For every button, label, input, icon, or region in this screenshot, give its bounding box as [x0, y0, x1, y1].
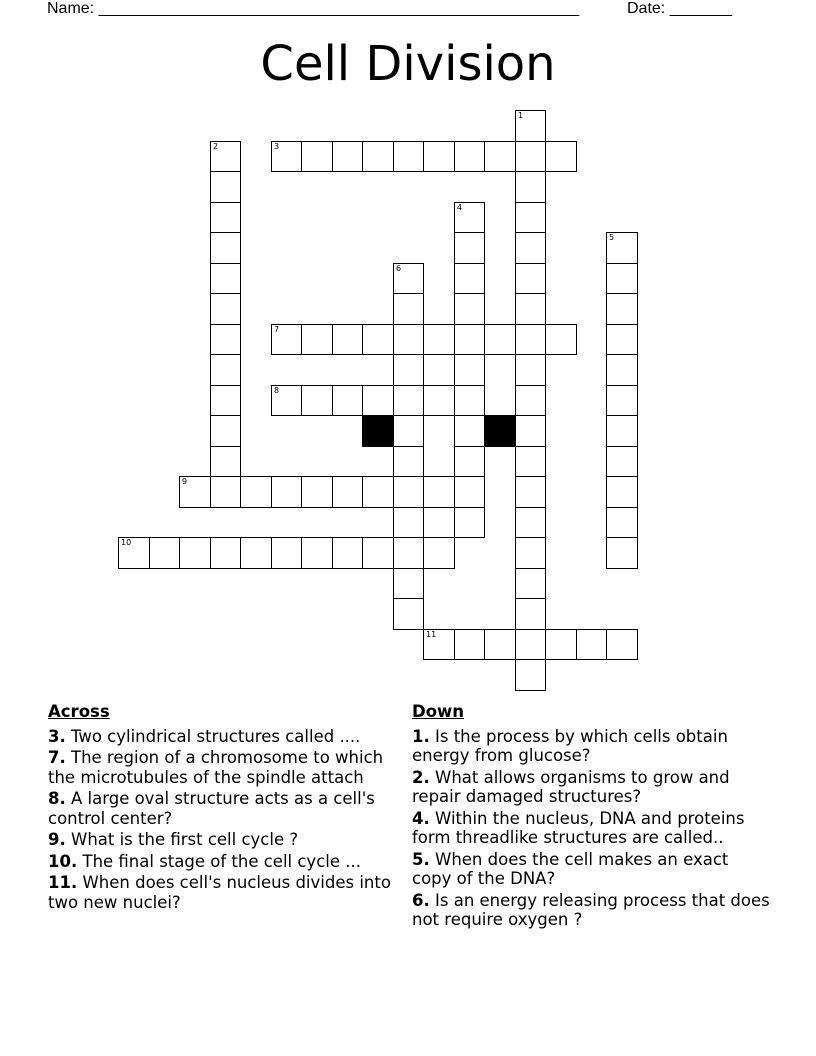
grid-cell[interactable]: [240, 476, 272, 508]
grid-cell[interactable]: [454, 263, 485, 294]
clue-text: What is the first cell cycle ?: [71, 830, 299, 849]
grid-cell[interactable]: [393, 415, 424, 447]
grid-cell[interactable]: [606, 446, 638, 477]
clue-text: The final stage of the cell cycle ...: [82, 851, 361, 871]
grid-cell[interactable]: [332, 385, 363, 416]
grid-cell[interactable]: [454, 293, 485, 325]
grid-cell[interactable]: [606, 385, 638, 416]
clue-number: 4.: [412, 808, 430, 828]
clue-number: 6.: [412, 890, 430, 910]
grid-cell[interactable]: [515, 293, 546, 325]
grid-cell[interactable]: [606, 629, 638, 660]
down-clue: [412, 768, 772, 807]
grid-cell[interactable]: [393, 537, 424, 569]
grid-cell[interactable]: [515, 324, 546, 355]
clue-text: A large oval structure acts as a cell's control center?: [48, 789, 375, 828]
date-field-label: Date: _______: [627, 0, 732, 17]
grid-cell[interactable]: [332, 324, 363, 355]
across-clue: [48, 789, 408, 828]
clue-text: Is an energy releasing process that does not require oxygen ?: [412, 890, 770, 929]
grid-cell[interactable]: [423, 476, 455, 508]
clue-number: 4: [457, 203, 463, 212]
clue-number: 2: [213, 142, 219, 151]
grid-cell[interactable]: [271, 537, 302, 569]
grid-cell[interactable]: [271, 324, 302, 355]
grid-cell[interactable]: [606, 476, 638, 508]
grid-cell[interactable]: [515, 385, 546, 416]
grid-cell[interactable]: [606, 354, 638, 386]
grid-cell[interactable]: [179, 476, 211, 508]
grid-cell[interactable]: [606, 415, 638, 447]
grid-cell[interactable]: [362, 324, 394, 355]
grid-cell[interactable]: [393, 476, 424, 508]
across-clue: [48, 748, 408, 787]
across-clues: [48, 702, 408, 914]
grid-cell[interactable]: [515, 141, 546, 172]
grid-cell[interactable]: [454, 232, 485, 264]
grid-cell[interactable]: [454, 202, 485, 233]
page-title: Cell Division: [260, 36, 556, 92]
grid-cell[interactable]: [362, 141, 394, 172]
grid-cell[interactable]: [301, 537, 333, 569]
grid-cell[interactable]: [454, 415, 485, 447]
grid-cell[interactable]: [332, 537, 363, 569]
grid-cell[interactable]: [210, 263, 241, 294]
grid-cell[interactable]: [423, 537, 455, 569]
grid-cell[interactable]: [393, 446, 424, 477]
grid-cell[interactable]: [210, 141, 241, 172]
grid-cell[interactable]: [362, 537, 394, 569]
grid-cell[interactable]: [606, 263, 638, 294]
grid-cell[interactable]: [515, 446, 546, 477]
grid-cell[interactable]: [515, 202, 546, 233]
grid-cell[interactable]: [393, 324, 424, 355]
clue-number: 5.: [412, 849, 430, 869]
grid-cell[interactable]: [454, 324, 485, 355]
grid-cell[interactable]: [423, 141, 455, 172]
grid-cell[interactable]: [423, 324, 455, 355]
grid-cell[interactable]: [210, 171, 241, 203]
grid-cell[interactable]: [515, 537, 546, 569]
clue-text: Within the nucleus, DNA and proteins form threadlike structures are called..: [412, 808, 745, 847]
grid-cell[interactable]: [454, 446, 485, 477]
grid-cell[interactable]: [149, 537, 180, 569]
grid-cell[interactable]: [515, 415, 546, 447]
clue-number: 11.: [48, 873, 78, 892]
clue-number: 1.: [412, 726, 430, 746]
grid-cell[interactable]: [545, 629, 577, 660]
clue-number: 9.: [48, 830, 66, 849]
grid-cell[interactable]: [210, 324, 241, 355]
grid-cell[interactable]: [606, 537, 638, 569]
grid-cell[interactable]: [515, 568, 546, 599]
grid-cell[interactable]: [606, 232, 638, 264]
grid-cell[interactable]: [454, 507, 485, 538]
clue-number: 3: [274, 142, 280, 151]
clue-number: 5: [609, 233, 615, 242]
grid-cell[interactable]: [454, 629, 485, 660]
down-clue: [412, 850, 772, 889]
grid-cell[interactable]: [423, 385, 455, 416]
grid-cell[interactable]: [362, 385, 394, 416]
grid-cell[interactable]: [454, 354, 485, 386]
grid-cell[interactable]: [484, 629, 516, 660]
grid-cell[interactable]: [545, 141, 577, 172]
down-clue: [412, 891, 772, 930]
clue-number: 6: [396, 264, 402, 273]
grid-block-cell: [484, 415, 516, 447]
grid-cell[interactable]: [301, 324, 333, 355]
grid-cell[interactable]: [393, 598, 424, 630]
name-field-label: Name: ______________________________________________________: [47, 0, 580, 17]
grid-cell[interactable]: [606, 293, 638, 325]
clue-number: 10: [121, 538, 132, 547]
grid-cell[interactable]: [393, 385, 424, 416]
grid-cell[interactable]: [393, 263, 424, 294]
down-clue: [412, 727, 772, 766]
grid-cell[interactable]: [179, 537, 211, 569]
grid-cell[interactable]: [515, 507, 546, 538]
clue-number: 2.: [412, 767, 430, 787]
grid-cell[interactable]: [576, 629, 607, 660]
grid-cell[interactable]: [118, 537, 150, 569]
grid-cell[interactable]: [301, 141, 333, 172]
grid-cell[interactable]: [393, 293, 424, 325]
grid-cell[interactable]: [515, 232, 546, 264]
grid-cell[interactable]: [240, 537, 272, 569]
clue-text: What allows organisms to grow and repair damaged structures?: [412, 767, 730, 806]
grid-cell[interactable]: [210, 476, 241, 508]
clue-number: 7.: [48, 748, 66, 767]
grid-cell[interactable]: [515, 629, 546, 660]
grid-cell[interactable]: [515, 263, 546, 294]
grid-cell[interactable]: [271, 141, 302, 172]
down-clues: [412, 702, 772, 932]
across-heading: Across: [48, 702, 110, 721]
clue-text: When does the cell makes an exact copy of the DNA?: [412, 849, 729, 888]
grid-cell[interactable]: [210, 446, 241, 477]
clue-text: When does cell's nucleus divides into two new nuclei?: [48, 873, 391, 912]
down-heading: Down: [412, 702, 465, 721]
grid-cell[interactable]: [332, 476, 363, 508]
grid-cell[interactable]: [210, 537, 241, 569]
clue-number: 9: [182, 477, 188, 486]
grid-cell[interactable]: [301, 476, 333, 508]
across-clue: [48, 830, 408, 850]
clue-number: 3.: [48, 726, 66, 746]
grid-cell[interactable]: [393, 568, 424, 599]
grid-cell[interactable]: [423, 629, 455, 660]
across-clue: [48, 852, 408, 872]
across-clue: [48, 873, 408, 912]
clue-number: 1: [518, 111, 524, 120]
grid-cell[interactable]: [210, 202, 241, 233]
grid-cell[interactable]: [210, 385, 241, 416]
grid-cell[interactable]: [210, 232, 241, 264]
grid-cell[interactable]: [515, 598, 546, 630]
grid-cell[interactable]: [301, 385, 333, 416]
grid-cell[interactable]: [393, 141, 424, 172]
grid-cell[interactable]: [454, 476, 485, 508]
clue-text: Two cylindrical structures called ....: [71, 726, 361, 746]
grid-cell[interactable]: [362, 476, 394, 508]
grid-cell[interactable]: [515, 476, 546, 508]
grid-cell[interactable]: [210, 293, 241, 325]
grid-cell[interactable]: [271, 385, 302, 416]
across-clue: [48, 727, 408, 747]
clue-text: The region of a chromosome to which the microtubules of the spindle attach: [48, 748, 384, 787]
grid-cell[interactable]: [484, 141, 516, 172]
grid-cell[interactable]: [393, 507, 424, 538]
grid-cell[interactable]: [515, 110, 546, 142]
grid-cell[interactable]: [515, 171, 546, 203]
grid-cell[interactable]: [271, 476, 302, 508]
clue-text: Is the process by which cells obtain energy from glucose?: [412, 726, 728, 765]
grid-cell[interactable]: [210, 354, 241, 386]
grid-cell[interactable]: [210, 415, 241, 447]
down-clue: [412, 809, 772, 848]
grid-block-cell: [362, 415, 394, 447]
grid-cell[interactable]: [545, 324, 577, 355]
grid-cell[interactable]: [332, 141, 363, 172]
clue-number: 10.: [48, 851, 78, 871]
grid-cell[interactable]: [454, 385, 485, 416]
grid-cell[interactable]: [454, 141, 485, 172]
clue-number: 8.: [48, 789, 66, 808]
clue-number: 11: [426, 630, 437, 639]
grid-cell[interactable]: [606, 507, 638, 538]
clue-number: 8: [274, 386, 280, 395]
clue-number: 7: [274, 325, 280, 334]
grid-cell[interactable]: [515, 659, 546, 691]
grid-cell[interactable]: [393, 354, 424, 386]
grid-cell[interactable]: [606, 324, 638, 355]
grid-cell[interactable]: [515, 354, 546, 386]
grid-cell[interactable]: [484, 324, 516, 355]
